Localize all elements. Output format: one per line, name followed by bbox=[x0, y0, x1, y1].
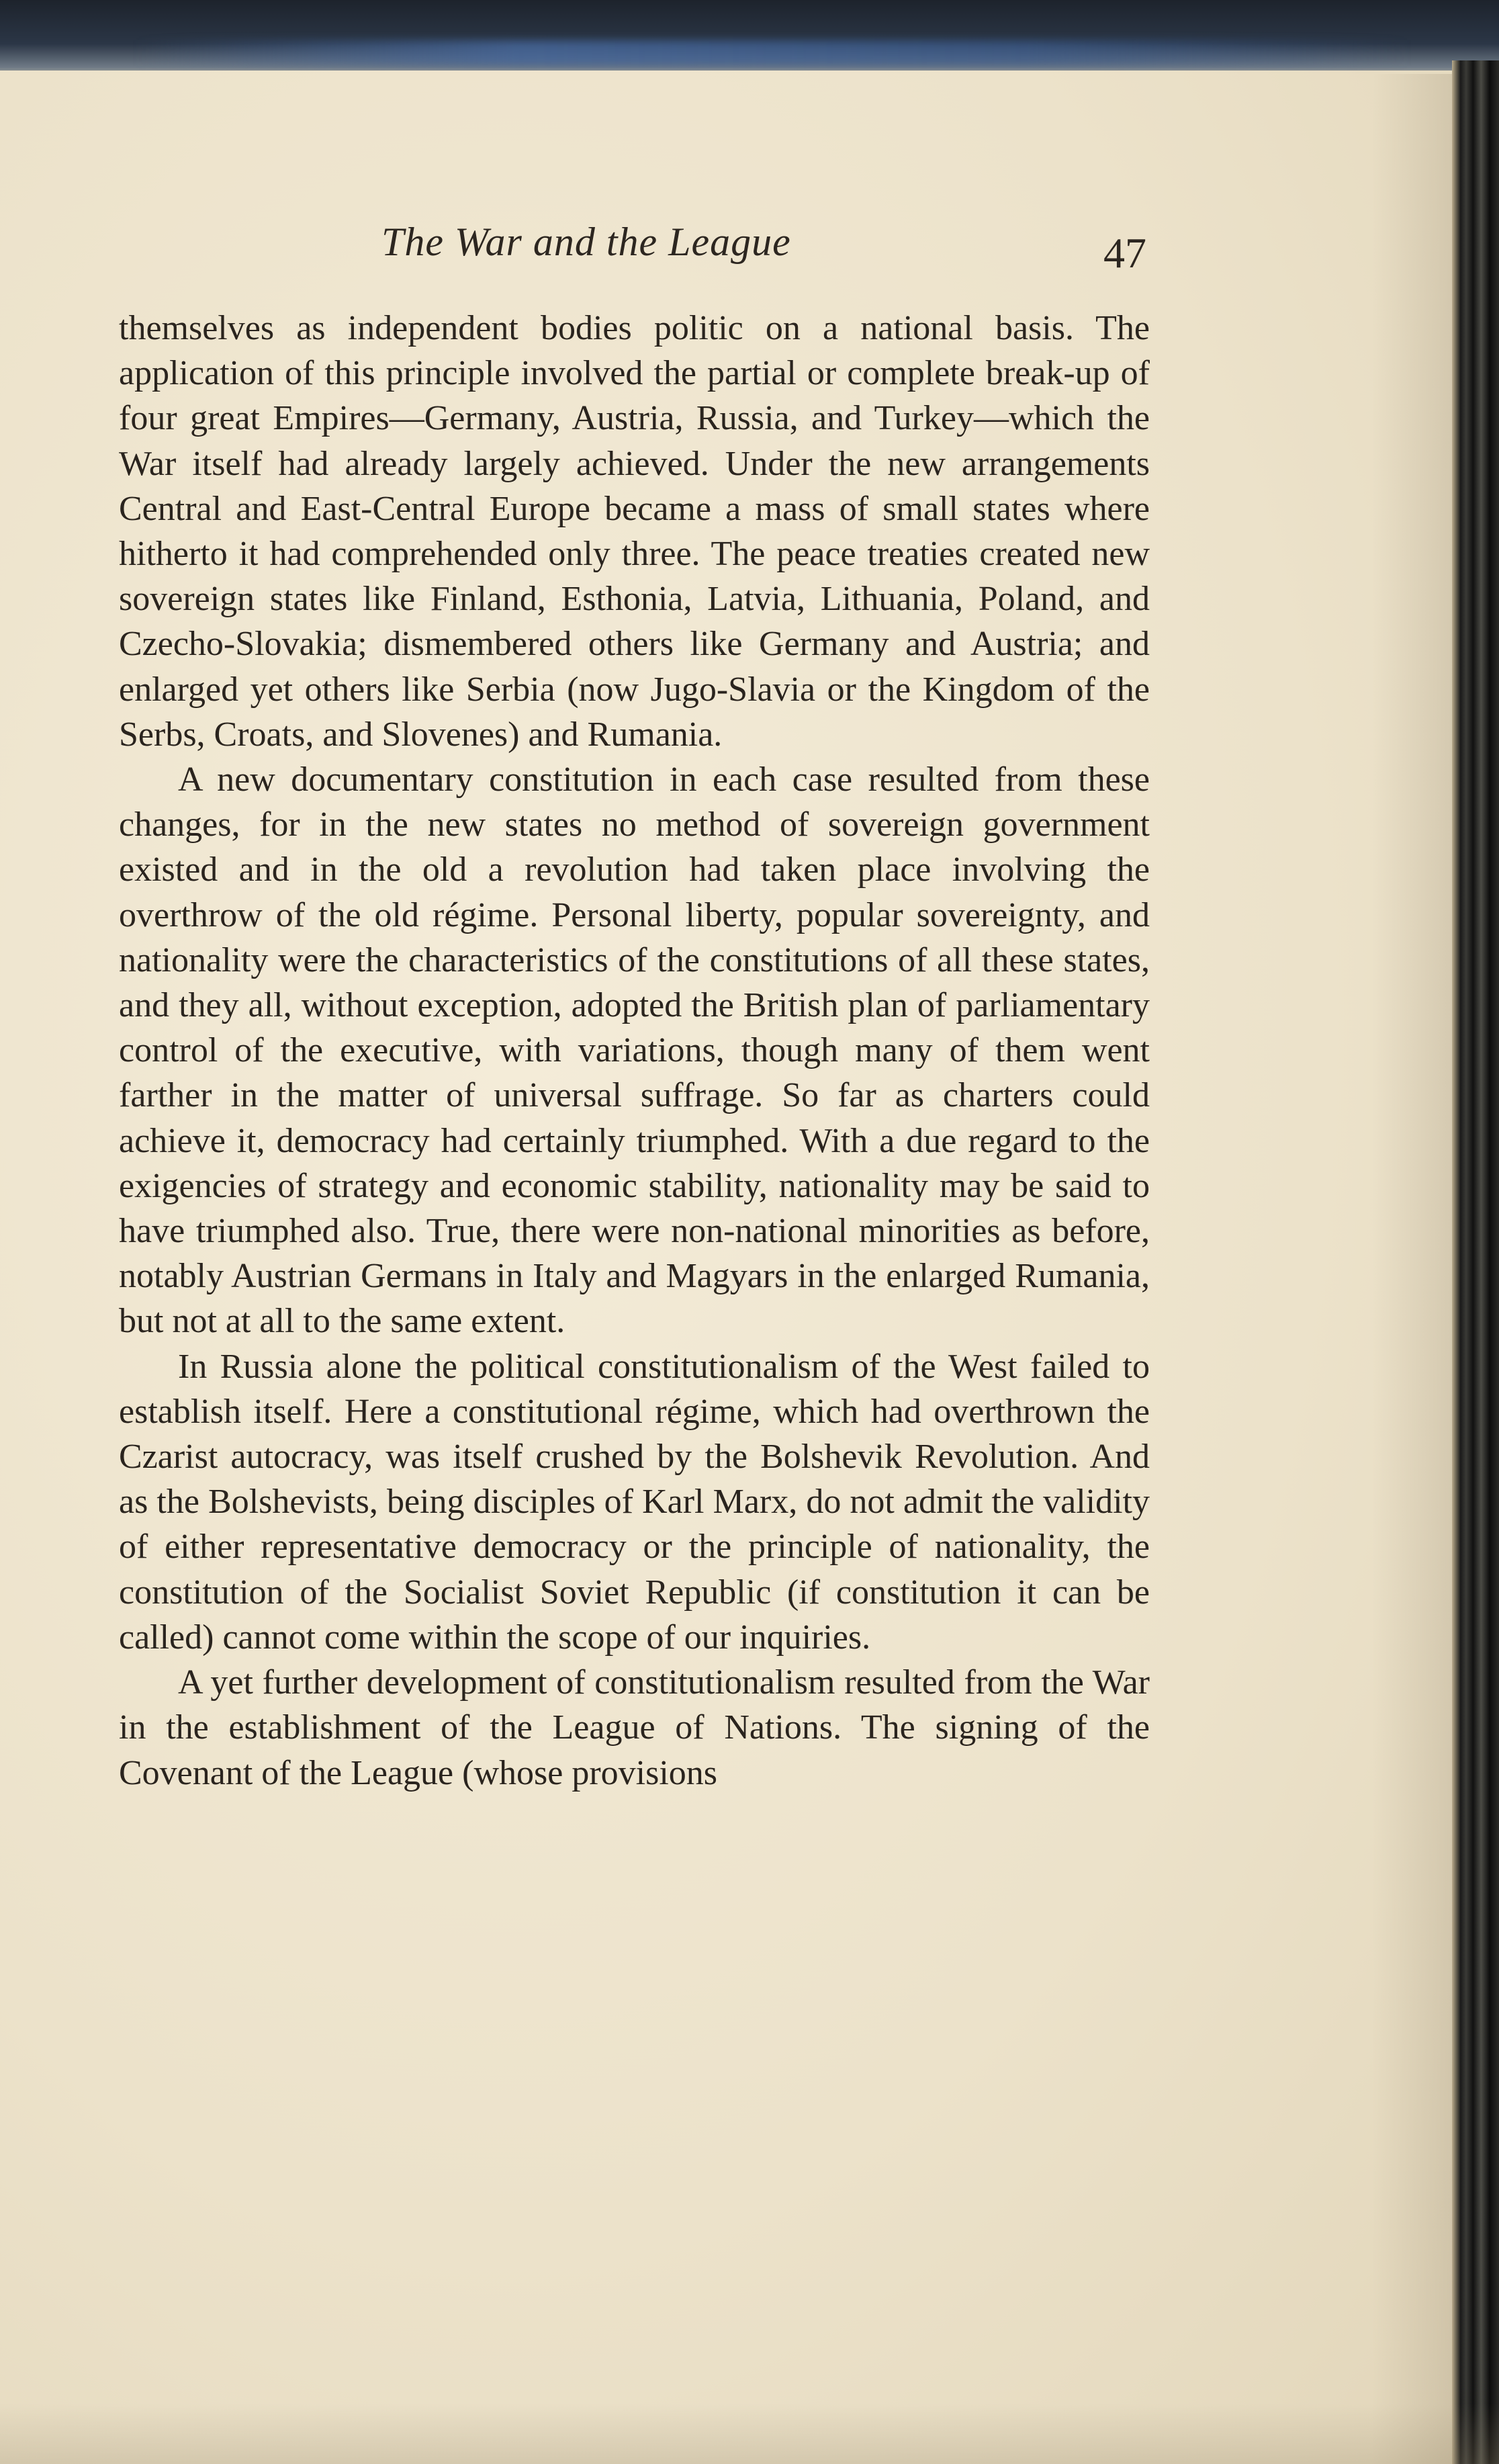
page-header bbox=[118, 215, 1152, 289]
bottom-shadow bbox=[0, 2404, 1499, 2464]
page-number: 47 bbox=[1103, 229, 1146, 277]
paragraph-new-constitutions: A new documentary constitution in each case resulted from these changes, for in the new states no method of sovereign government existed and in the old a revolution had taken place involving the overthrow of the old régime. Personal liberty, popular sovereignty, and nationality were the characteristics of the constitutions of all these states, and they all, without exception, adopted the British plan of parliamentary control of the executive, with variations, though many of them went farther in the matter of universal suffrage. So far as charters could achieve it, democracy had certainly triumphed. With a due regard to the exigencies of strategy and economic stability, nationality may be said to have triumphed also. True, there were non-national minorities as before, notably Austrian Germans in Italy and Magyars in the enlarged Rumania, but not at all to the same extent. bbox=[119, 760, 1150, 1341]
paragraph-league-of-nations: A yet further development of constitutionalism resulted from the War in the establishment of the League of Nations. The signing of the Covenant of the League (whose provisions bbox=[119, 1663, 1150, 1792]
running-title: The War and the League bbox=[381, 220, 791, 264]
body-text bbox=[119, 306, 1150, 1796]
cover-highlight bbox=[134, 40, 1410, 66]
paragraph-continued: themselves as independent bodies politic on a national basis. The application of this principle involved the partial or complete break-up of four great Empires—Germany, Austria, Russia, and Turkey—which the War itself had already largely achieved. Under the new arrangements Central and East-Central Europe became a mass of small states where hitherto it had comprehended only three. The peace treaties created new sovereign states like Finland, Esthonia, Latvia, Lithuania, Poland, and Czecho-Slovakia; dismembered others like Germany and Austria; and enlarged yet others like Serbia (now Jugo-Slavia or the Kingdom of the Serbs, Croats, and Slovenes) and Rumania. bbox=[119, 309, 1150, 754]
page-gutter-shadow bbox=[1371, 74, 1452, 2464]
page-stack-edge bbox=[1452, 60, 1499, 2464]
book-cover-edge bbox=[0, 0, 1499, 79]
paragraph-russia: In Russia alone the political constitutionalism of the West failed to establish itself. Here a constitutional régime, which had overthrown the Czarist autocracy, was itself crushed by the Bolshevik Revolution. And as the Bolshevists, being disciples of Karl Marx, do not admit the validity of either representative democracy or the principle of nationality, the constitution of the Socialist Soviet Republic (if constitution it can be called) cannot come within the scope of our inquiries. bbox=[119, 1347, 1150, 1657]
